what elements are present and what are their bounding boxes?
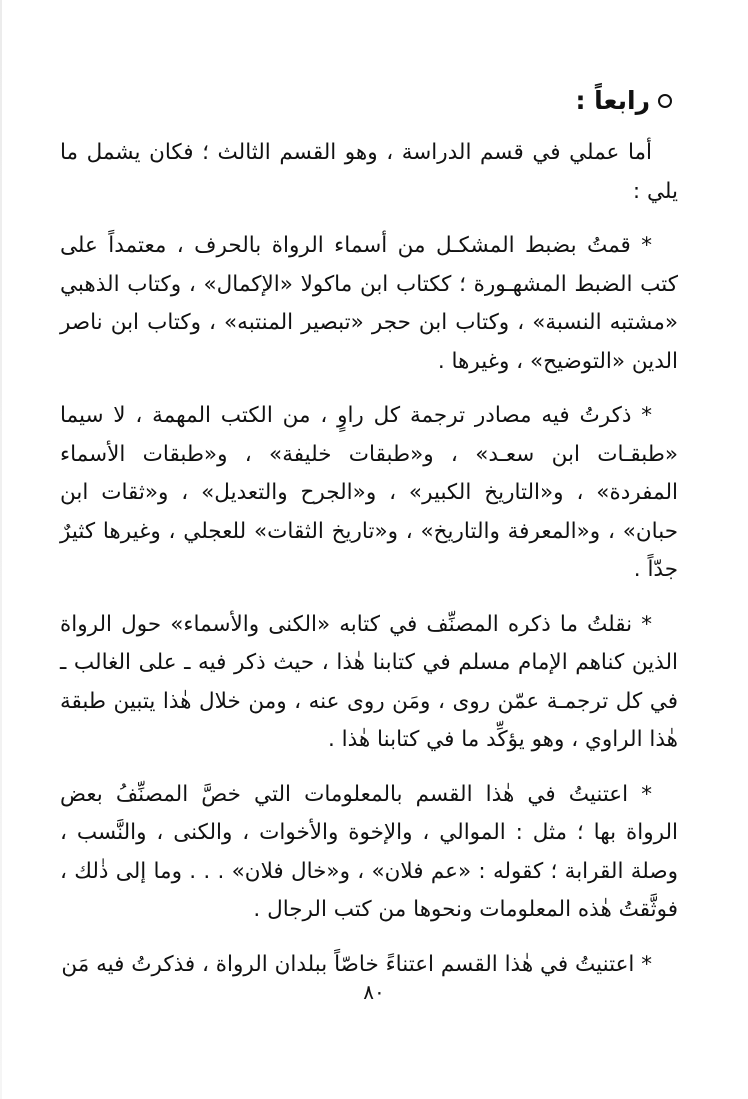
paragraph-biography-sources: * ذكرتُ فيه مصادر ترجمة كل راوٍ ، من الكتب المهمة ، لا سيما «طبقـات ابن سعـد» ، و«طبقات خليفة» ، و«طبقات الأسماء المفردة» ، و«التاريخ الكبير» ، و«الجرح والتعديل» ، و«ثقات ابن حبان» ، و«المعرفة والتاريخ» ، و«تاريخ الثقات» للعجلي ، وغيرها كثيرٌ جدّاً . — [60, 403, 678, 582]
paragraph-name-vocalization: * قمتُ بضبط المشكـل من أسماء الرواة بالحرف ، معتمداً على كتب الضبط المشهـورة ؛ ككتاب ابن ماكولا «الإكمال» ، وكتاب الذهبي «مشتبه النسبة» ، وكتاب ابن حجر «تبصير المنتبه» ، وكتاب ابن ناصر الدين «التوضيح» ، وغيرها . — [60, 233, 678, 374]
paragraph-intro: أما عملي في قسم الدراسة ، وهو القسم الثالث ؛ فكان يشمل ما يلي : — [60, 140, 678, 204]
page-number: ٨٠ — [363, 980, 385, 1004]
paragraph-narrator-countries: * اعتنيتُ في هٰذا القسم اعتناءً خاصّاً ببلدان الرواة ، فذكرتُ فيه مَن — [61, 951, 652, 977]
page-edge-shadow — [0, 0, 2, 1099]
document-page — [60, 78, 678, 1018]
paragraph-kuna-wal-asma: * نقلتُ ما ذكره المصنِّف في كتابه «الكنى والأسماء» حول الرواة الذين كناهم الإمام مسلم في كتابنا هٰذا ، حيث ذكر فيه ـ على الغالب ـ في كل ترجمـة عمّن روى ، ومَن روى عنه ، ومن خلال هٰذا يتبين طبقة هٰذا الراوي ، وهو يؤكِّد ما في كتابنا هٰذا . — [60, 611, 678, 752]
section-heading — [60, 78, 672, 124]
section-heading-text: رابعاً : — [575, 86, 650, 115]
circle-bullet-icon — [658, 94, 672, 108]
paragraph-relations-info: * اعتنيتُ في هٰذا القسم بالمعلومات التي خصَّ المصنِّفُ بعض الرواة بها ؛ مثل : الموالي ، والإخوة والأخوات ، والكنى ، والنَّسب ، وصلة القرابة ؛ كقوله : «عم فلان» ، و«خال فلان» . . . وما إلى ذٰلك ، فوثَّقتُ هٰذه المعلومات ونحوها من كتب الرجال . — [60, 781, 678, 922]
